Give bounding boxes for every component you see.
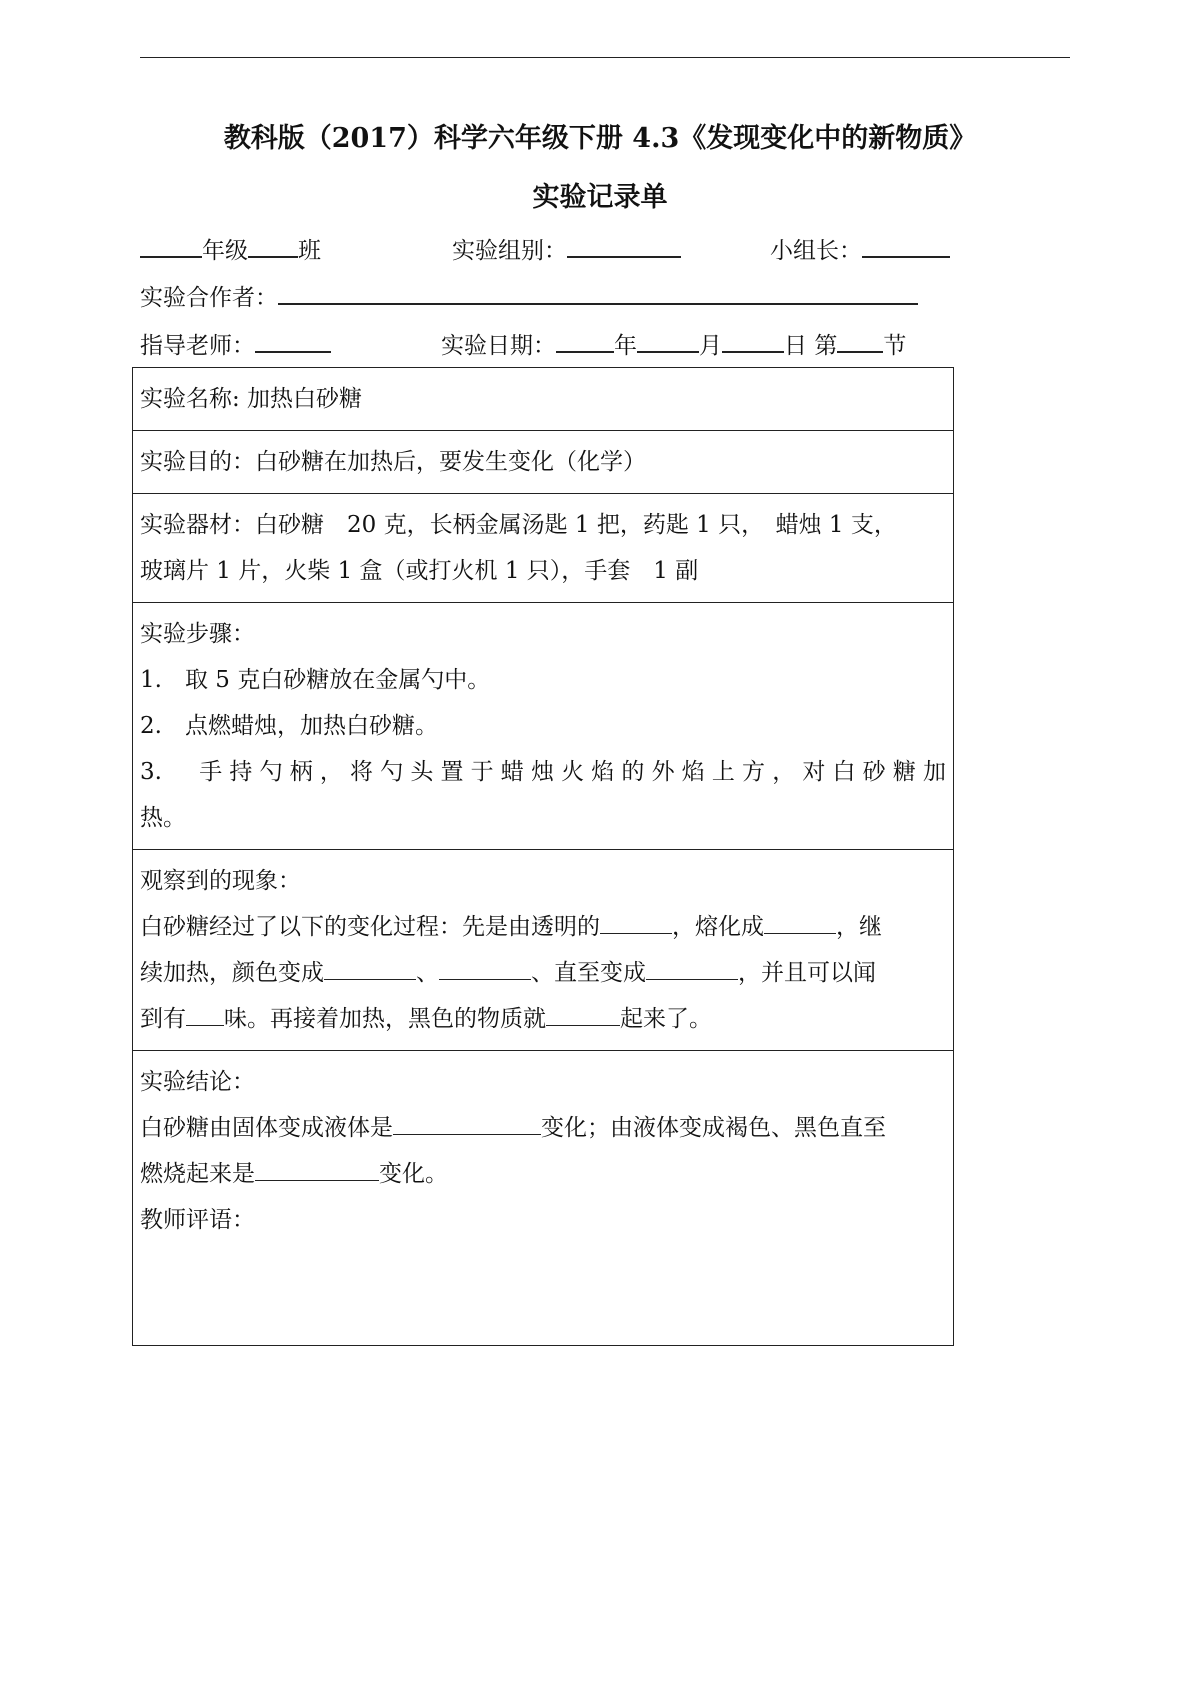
observation-text: 、 bbox=[416, 960, 439, 986]
observation-title: 观察到的现象： bbox=[140, 868, 301, 894]
leader-line bbox=[770, 234, 950, 266]
observation-line-1 bbox=[140, 904, 946, 950]
materials-line-2: 玻璃片 1 片，火柴 1 盒（或打火机 1 只），手套 1 副 bbox=[140, 558, 699, 584]
partners-label: 实验合作者： bbox=[140, 285, 278, 311]
observation-row bbox=[133, 850, 954, 1051]
observation-text: 续加热，颜色变成 bbox=[140, 960, 324, 986]
conclusion-text: 燃烧起来是 bbox=[140, 1161, 255, 1187]
teacher-blank[interactable] bbox=[255, 329, 331, 353]
experiment-aim-row bbox=[133, 431, 954, 494]
observation-text: ，并且可以闻 bbox=[738, 960, 876, 986]
group-blank[interactable] bbox=[567, 234, 681, 258]
fill-blank[interactable] bbox=[324, 955, 416, 980]
period-blank[interactable] bbox=[837, 329, 883, 353]
class-blank[interactable] bbox=[248, 234, 298, 258]
date-line bbox=[441, 329, 906, 361]
experiment-aim: 实验目的：白砂糖在加热后，要发生变化（化学） bbox=[140, 449, 646, 475]
fill-blank[interactable] bbox=[646, 955, 738, 980]
steps-title: 实验步骤： bbox=[140, 621, 255, 647]
leader-label: 小组长： bbox=[770, 238, 862, 264]
conclusion-row bbox=[133, 1051, 954, 1346]
group-label: 实验组别： bbox=[452, 238, 567, 264]
period-suffix: 节 bbox=[883, 333, 907, 359]
observation-line-3 bbox=[140, 996, 946, 1042]
document-subtitle: 实验记录单 bbox=[532, 182, 668, 213]
step-2: 2. 点燃蜡烛，加热白砂糖。 bbox=[140, 713, 438, 739]
observation-text: 白砂糖经过了以下的变化过程：先是由透明的 bbox=[140, 914, 600, 940]
step-3: 3. 手持勺柄，将勺头置于蜡烛火焰的外焰上方，对白砂糖加 bbox=[140, 759, 946, 785]
class-label: 班 bbox=[298, 238, 321, 264]
observation-text: ，继 bbox=[836, 914, 882, 940]
grade-label: 年级 bbox=[202, 238, 248, 264]
conclusion-line-1 bbox=[140, 1105, 946, 1151]
fill-blank[interactable] bbox=[393, 1110, 541, 1135]
record-table bbox=[132, 367, 954, 1346]
year-blank[interactable] bbox=[556, 329, 614, 353]
group-line bbox=[452, 234, 681, 266]
fill-blank[interactable] bbox=[255, 1156, 379, 1181]
conclusion-title: 实验结论： bbox=[140, 1069, 255, 1095]
observation-line-2 bbox=[140, 950, 946, 996]
fill-blank[interactable] bbox=[764, 909, 836, 934]
experiment-name: 实验名称: 加热白砂糖 bbox=[140, 386, 363, 412]
conclusion-text: 白砂糖由固体变成液体是 bbox=[140, 1115, 393, 1141]
step-3-continued: 热。 bbox=[140, 805, 186, 831]
document-title: 教科版（2017）科学六年级下册 4.3《发现变化中的新物质》 bbox=[223, 123, 977, 154]
conclusion-text: 变化；由液体变成褐色、黑色直至 bbox=[541, 1115, 886, 1141]
materials-row bbox=[133, 494, 954, 603]
conclusion-line-2 bbox=[140, 1151, 946, 1197]
day-label: 日 bbox=[784, 333, 807, 359]
top-rule bbox=[140, 57, 1070, 58]
day-blank[interactable] bbox=[722, 329, 784, 353]
step-1: 1. 取 5 克白砂糖放在金属勺中。 bbox=[140, 667, 491, 693]
partners-line bbox=[140, 281, 918, 313]
fill-blank[interactable] bbox=[186, 1001, 224, 1026]
steps-row bbox=[133, 603, 954, 850]
experiment-name-row bbox=[133, 368, 954, 431]
materials-line-1: 实验器材：白砂糖 20 克，长柄金属汤匙 1 把，药匙 1 只， 蜡烛 1 支， bbox=[140, 512, 897, 538]
date-label: 实验日期： bbox=[441, 333, 556, 359]
observation-text: 起来了。 bbox=[620, 1006, 712, 1032]
teacher-comment-title: 教师评语： bbox=[140, 1207, 255, 1233]
fill-blank[interactable] bbox=[600, 909, 672, 934]
fill-blank[interactable] bbox=[546, 1001, 620, 1026]
partners-blank[interactable] bbox=[278, 281, 918, 305]
observation-text: 味。再接着加热，黑色的物质就 bbox=[224, 1006, 546, 1032]
month-label: 月 bbox=[699, 333, 722, 359]
observation-text: 、直至变成 bbox=[531, 960, 646, 986]
teacher-label: 指导老师： bbox=[140, 333, 255, 359]
month-blank[interactable] bbox=[637, 329, 699, 353]
fill-blank[interactable] bbox=[439, 955, 531, 980]
observation-text: 到有 bbox=[140, 1006, 186, 1032]
grade-blank[interactable] bbox=[140, 234, 202, 258]
grade-class-line bbox=[140, 234, 321, 266]
teacher-line bbox=[140, 329, 331, 361]
period-prefix: 第 bbox=[814, 333, 838, 359]
conclusion-text: 变化。 bbox=[379, 1161, 448, 1187]
year-label: 年 bbox=[614, 333, 637, 359]
leader-blank[interactable] bbox=[862, 234, 950, 258]
observation-text: ，熔化成 bbox=[672, 914, 764, 940]
